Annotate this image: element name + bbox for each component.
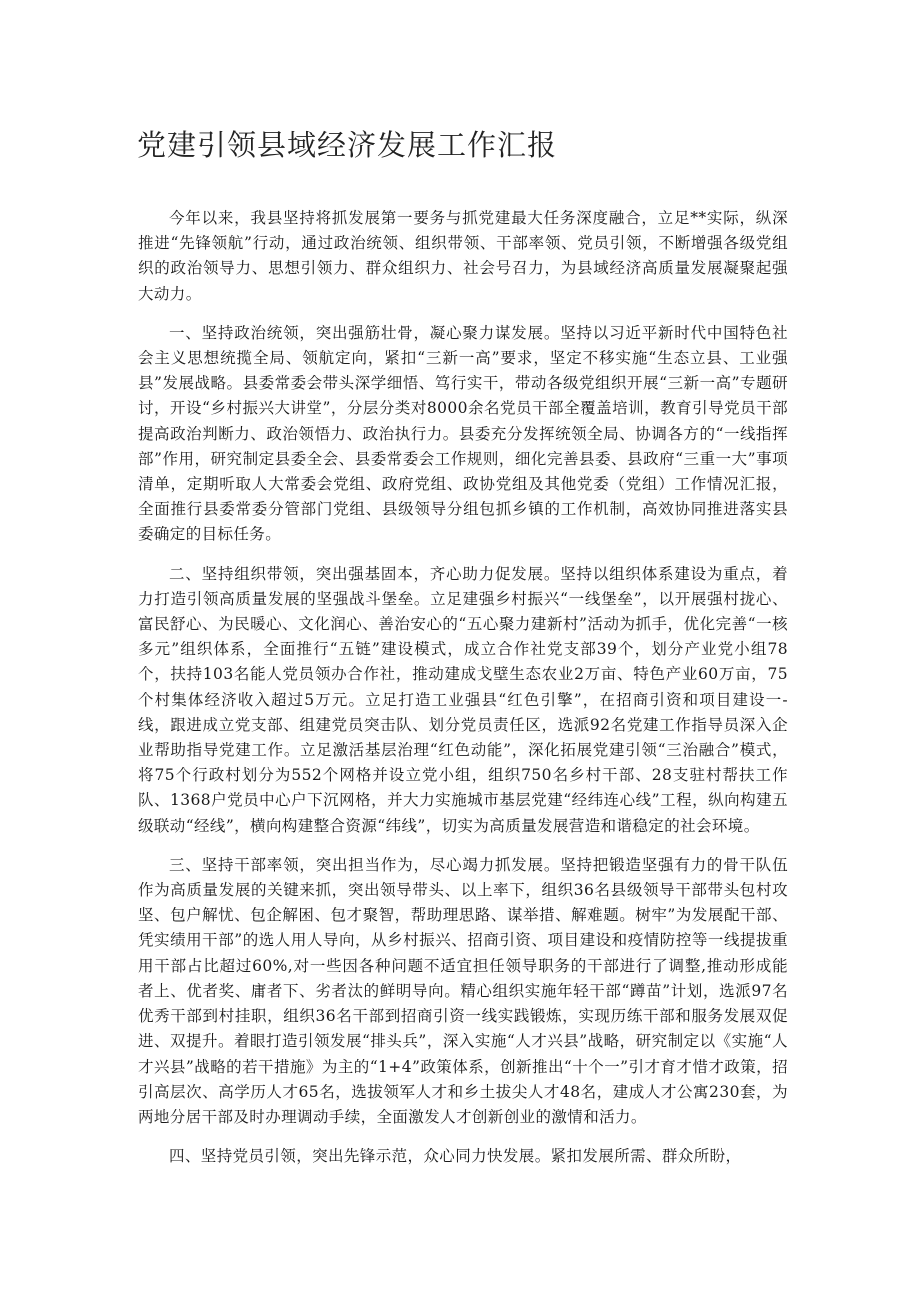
paragraph-organization-leadership: 二、坚持组织带领，突出强基固本，齐心助力促发展。坚持以组织体系建设为重点，着力打造引领高质量发展的坚强战斗堡垒。立足建强乡村振兴“一线堡垒”，以开展强村拢心、富民舒心、为民暖心、文化润心、善治安心的“五心聚力建新村”活动为抓手，优化完善“一核多元”组织体系，全面推行“五链”建设模式，成立合作社党支部39个，划分产业党小组78个，扶持103名能人党员领办合作社，推动建成戈壁生态农业2万亩、特色产业60万亩，75个村集体经济收入超过5万元。立足打造工业强县“红色引擎”，在招商引资和项目建设一-线，跟进成立党支部、组建党员突击队、划分党员责任区，选派92名党建工作指导员深入企业帮助指导党建工作。立足激活基层治理“红色动能”，深化拓展党建引领“三治融合”模式，将75个行政村划分为552个网格并设立党小组，组织750名乡村干部、28支驻村帮扶工作队、1368户党员中心户下沉网格，并大力实施城市基层党建“经纬连心线”工程，纵向构建五级联动“经线”，横向构建整合资源“纬线”，切实为高质量发展营造和谐稳定的社会环境。 — [138, 564, 788, 835]
paragraph-intro: 今年以来，我县坚持将抓发展第一要务与抓党建最大任务深度融合，立足**实际，纵深推进“先锋领航”行动，通过政治统领、组织带领、干部率领、党员引领，不断增强各级党组织的政治领导力、思想引领力、群众组织力、社会号召力，为县域经济高质量发展凝聚起强大动力。 — [138, 209, 788, 303]
paragraph-political-leadership: 一、坚持政治统领，突出强筋壮骨，凝心聚力谋发展。坚持以习近平新时代中国特色社会主义思想统揽全局、领航定向，紧扣“三新一高”要求，坚定不移实施“生态立县、工业强县”发展战略。县委常委会带头深学细悟、笃行实干，带动各级党组织开展“三新一高”专题研讨，开设“乡村振兴大讲堂”，分层分类对8000余名党员干部全覆盖培训，教育引导党员干部提高政治判断力、政治领悟力、政治执行力。县委充分发挥统领全局、协调各方的“一线指挥部”作用，研究制定县委全会、县委常委会工作规则，细化完善县委、县政府“三重一大”事项清单，定期听取人大常委会党组、政府党组、政协党组及其他党委（党组）工作情况汇报，全面推行县委常委分管部门党组、县级领导分组包抓乡镇的工作机制，高效协同推进落实县委确定的目标任务。 — [138, 323, 788, 544]
page-title: 党建引领县域经济发展工作汇报 — [137, 128, 558, 162]
paragraph-party-member-leadership: 四、坚持党员引领，突出先锋示范，众心同力快发展。紧扣发展所需、群众所盼， — [169, 1147, 742, 1166]
document-body — [138, 206, 788, 1183]
paragraph-cadre-leadership: 三、坚持干部率领，突出担当作为，尽心竭力抓发展。坚持把锻造坚强有力的骨干队伍作为高质量发展的关键来抓，突出领导带头、以上率下，组织36名县级领导干部带头包村攻坚、包户解忧、包企解困、包才聚智，帮助理思路、谋举措、解难题。树牢”为发展配干部、凭实绩用干部”的选人用人导向，从乡村振兴、招商引资、项目建设和疫情防控等一线提拔重用干部占比超过60%,对一些因各种问题不适宜担任领导职务的干部进行了调整,推动形成能者上、优者奖、庸者下、劣者汰的鲜明导向。精心组织实施年轻干部“蹲苗”计划，选派97名优秀干部到村挂职，组织36名干部到招商引资一线实践锻炼，实现历练干部和服务发展双促进、双提升。着眼打造引领发展“排头兵”，深入实施“人才兴县”战略，研究制定以《实施“人才兴县”战略的若干措施》为主的“1+4”政策体系，创新推出“十个一”引才育才惜才政策，招引高层次、高学历人才65名，选拔领军人才和乡土拔尖人才48名，建成人才公寓230套，为两地分居干部及时办理调动手续，全面激发人才创新创业的激情和活力。 — [138, 855, 788, 1126]
